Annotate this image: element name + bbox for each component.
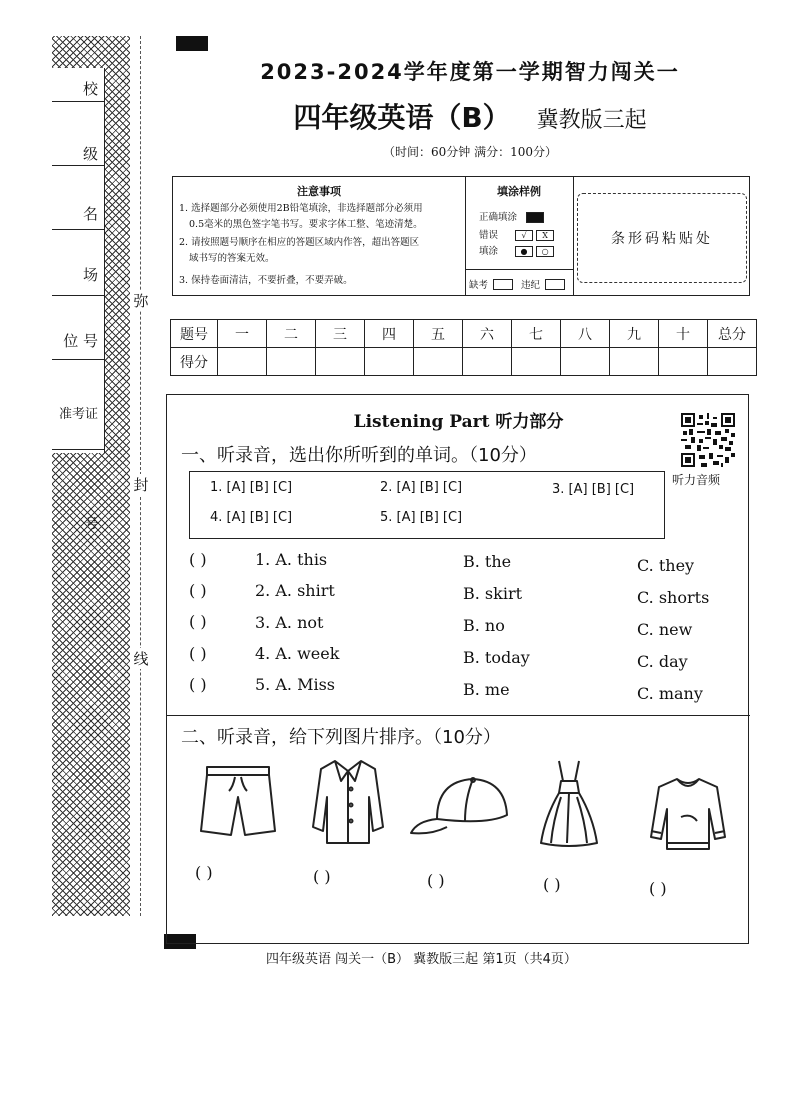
score-cell[interactable] (414, 348, 463, 376)
page-footer: 四年级英语 闯关一（B） 冀教版三起 第1页（共4页） (266, 952, 577, 967)
picture-2-order-blank[interactable]: ( ) (313, 867, 331, 886)
fill-wrong-label: 错误 (479, 230, 499, 241)
answer-blank[interactable]: ( ) (189, 550, 207, 569)
question-3-option-c: C. new (637, 620, 693, 639)
edition-label: 冀教版三起 (536, 108, 647, 133)
score-col-7: 七 (512, 320, 561, 348)
section-divider (167, 715, 750, 716)
question-2-option-b: B. skirt (463, 584, 523, 603)
score-col-9: 九 (610, 320, 659, 348)
fill-correct-label: 正确填涂 (479, 212, 518, 223)
question-1-option-a: 1. A. this (255, 550, 328, 569)
fill-wrong-row-2 (479, 243, 554, 257)
score-cell-total[interactable] (708, 348, 757, 376)
violation-checkbox[interactable] (545, 279, 565, 290)
notice-item: 1. 选择题部分必须使用2B铅笔填涂，非选择题部分必须用 (179, 203, 423, 214)
score-col-1: 一 (218, 320, 267, 348)
notice-item: 3. 保持卷面清洁，不要折叠，不要弄破。 (179, 275, 353, 286)
answer-row-4[interactable]: 4. [A] [B] [C] (210, 510, 293, 525)
check-mark-icon: √ (515, 230, 533, 241)
score-col-8: 八 (561, 320, 610, 348)
alignment-marker-top (176, 36, 208, 51)
absent-label: 缺考 (469, 280, 489, 291)
question-1-option-c: C. they (637, 556, 695, 575)
filled-box-icon (526, 212, 544, 223)
answer-bubble-grid (189, 471, 665, 539)
score-cell[interactable] (316, 348, 365, 376)
picture-5-order-blank[interactable]: ( ) (649, 879, 667, 898)
subject-title: 四年级英语（B） (293, 101, 511, 134)
section2-heading: 二、听录音，给下列图片排序。（10分） (181, 727, 501, 748)
notice-item: 0.5毫米的黑色签字笔书写。要求字体工整、笔迹清楚。 (189, 219, 423, 230)
question-4-option-c: C. day (637, 652, 688, 671)
score-col-6: 六 (463, 320, 512, 348)
score-cell[interactable] (365, 348, 414, 376)
fill-correct-row (479, 209, 544, 223)
question-3-option-a: 3. A. not (255, 613, 324, 632)
score-table (170, 319, 757, 376)
cross-mark-icon: X (536, 230, 554, 241)
question-1-option-b: B. the (463, 552, 512, 571)
binding-field-seat: 位 号 (52, 296, 104, 360)
notice-box (172, 176, 750, 296)
score-cell[interactable] (463, 348, 512, 376)
answer-row-2[interactable]: 2. [A] [B] [C] (380, 480, 463, 495)
question-3-option-b: B. no (463, 616, 505, 635)
seal-char-xian: 线 (131, 648, 151, 669)
qr-audio-label: 听力音频 (672, 473, 721, 487)
score-cell[interactable] (561, 348, 610, 376)
score-cell[interactable] (610, 348, 659, 376)
score-cell[interactable] (267, 348, 316, 376)
score-row-label: 得分 (171, 348, 218, 376)
sweater-picture-icon (647, 773, 729, 855)
listening-title: Listening Part 听力部分 (353, 412, 564, 432)
score-header-row (171, 320, 757, 348)
shirt-picture-icon (307, 757, 389, 847)
score-col-2: 二 (267, 320, 316, 348)
notice-title: 注意事项 (297, 185, 341, 198)
question-5-option-c: C. many (637, 684, 703, 703)
dress-picture-icon (539, 757, 599, 849)
cap-picture-icon (407, 775, 511, 839)
binding-field-name: 名 (52, 166, 104, 230)
shorts-picture-icon (197, 761, 279, 843)
binding-field-class: 级 (52, 102, 104, 166)
score-cell[interactable] (659, 348, 708, 376)
seal-char-mi: 弥 (131, 290, 151, 311)
score-col-total: 总分 (708, 320, 757, 348)
qr-code-icon[interactable] (681, 413, 735, 467)
binding-info-table (52, 68, 105, 532)
answer-row-1[interactable]: 1. [A] [B] [C] (210, 480, 293, 495)
seal-char-feng: 封 (131, 474, 151, 495)
absent-violation-row (465, 269, 573, 296)
notice-section (173, 177, 466, 295)
fill-sample-title: 填涂样例 (497, 185, 541, 198)
question-2-option-a: 2. A. shirt (255, 581, 335, 600)
question-5-option-b: B. me (463, 680, 510, 699)
exam-title (180, 96, 760, 136)
exam-series-title: 2023-2024学年度第一学期智力闯关一 (260, 60, 680, 84)
dot-mark-icon: ● (515, 246, 533, 257)
absent-checkbox[interactable] (493, 279, 513, 290)
answer-row-3[interactable]: 3. [A] [B] [C] (552, 482, 635, 497)
binding-field-exam-id: 准考证号 (52, 360, 104, 450)
violation-label: 违纪 (521, 280, 541, 291)
picture-1-order-blank[interactable]: ( ) (195, 863, 213, 882)
question-4-option-a: 4. A. week (255, 644, 340, 663)
fill-wrong-row (479, 227, 554, 241)
circle-mark-icon: ○ (536, 246, 554, 257)
score-col-4: 四 (365, 320, 414, 348)
answer-blank[interactable]: ( ) (189, 612, 207, 631)
score-value-row (171, 348, 757, 376)
notice-item: 2. 请按照题号顺序在相应的答题区域内作答，超出答题区 (179, 237, 420, 248)
question-2-option-c: C. shorts (637, 588, 710, 607)
score-col-3: 三 (316, 320, 365, 348)
question-4-option-b: B. today (463, 648, 530, 667)
score-col-10: 十 (659, 320, 708, 348)
answer-blank[interactable]: ( ) (189, 675, 207, 694)
listening-section (166, 394, 749, 944)
score-col-label: 题号 (171, 320, 218, 348)
score-cell[interactable] (512, 348, 561, 376)
binding-field-school: 校 (52, 68, 104, 102)
section1-heading: 一、听录音，选出你所听到的单词。（10分） (181, 445, 537, 466)
fill-wrong-label-2: 填涂 (479, 246, 499, 257)
score-col-5: 五 (414, 320, 463, 348)
score-cell[interactable] (218, 348, 267, 376)
picture-3-order-blank[interactable]: ( ) (427, 871, 445, 890)
answer-blank[interactable]: ( ) (189, 644, 207, 663)
fill-sample-section (465, 177, 574, 295)
answer-blank[interactable]: ( ) (189, 581, 207, 600)
exam-time-score: （时间：60分钟 满分：100分） (383, 145, 557, 159)
notice-item: 域书写的答案无效。 (189, 253, 275, 264)
question-5-option-a: 5. A. Miss (255, 675, 335, 694)
picture-4-order-blank[interactable]: ( ) (543, 875, 561, 894)
barcode-area: 条形码粘贴处 (577, 193, 747, 283)
answer-row-5[interactable]: 5. [A] [B] [C] (380, 510, 463, 525)
binding-field-room: 场 (52, 230, 104, 296)
